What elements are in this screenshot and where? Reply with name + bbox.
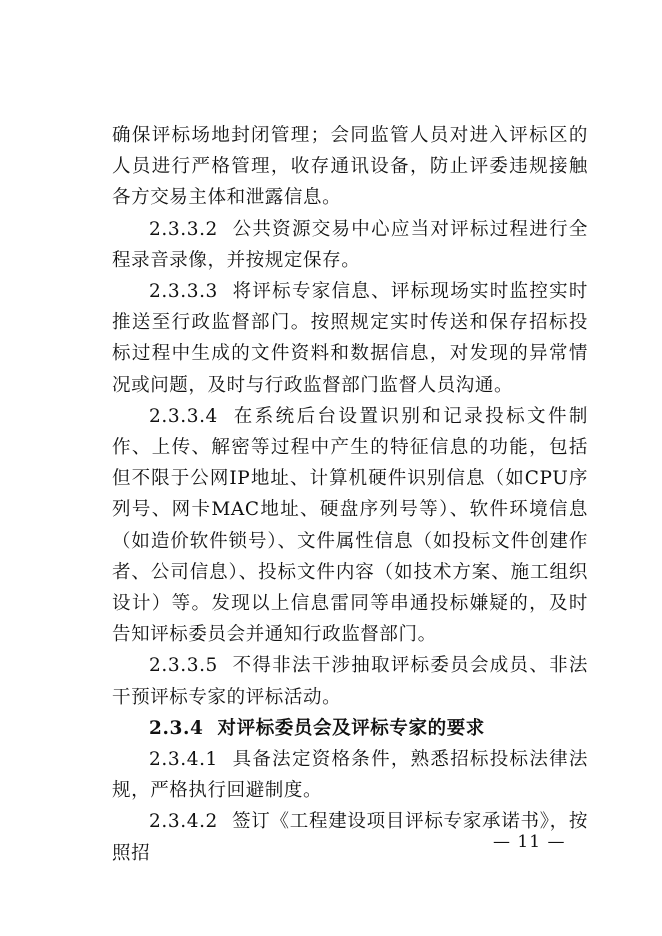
clause-text: 签订《工程建设项目评标专家承诺书》，按照招 xyxy=(112,811,588,864)
clause-number: 2.3.3.2 xyxy=(149,218,218,240)
paragraph-2-3-3-5 xyxy=(112,650,588,712)
body-text xyxy=(112,120,588,869)
paragraph-2-3-4-1 xyxy=(112,744,588,806)
paragraph-2-3-3-4 xyxy=(112,401,588,651)
clause-number: 2.3.4.1 xyxy=(149,749,218,771)
section-heading-2-3-4 xyxy=(112,713,588,744)
page-number: — 11 — xyxy=(493,832,566,852)
section-number: 2.3.4 xyxy=(149,717,204,739)
paragraph-2-3-3-2 xyxy=(112,214,588,276)
paragraph-2-3-3-3 xyxy=(112,276,588,401)
clause-number: 2.3.3.3 xyxy=(149,281,218,303)
clause-number: 2.3.4.2 xyxy=(149,811,218,833)
clause-text: 公共资源交易中心应当对评标过程进行全程录音录像，并按规定保存。 xyxy=(112,218,588,271)
paragraph-continuation: 确保评标场地封闭管理；会同监管人员对进入评标区的人员进行严格管理，收存通讯设备，防止评委违规接触各方交易主体和泄露信息。 xyxy=(112,125,588,209)
clause-number: 2.3.3.4 xyxy=(149,405,218,427)
clause-text: 具备法定资格条件，熟悉招标投标法律法规，严格执行回避制度。 xyxy=(112,749,588,802)
clause-text: 不得非法干涉抽取评标委员会成员、非法干预评标专家的评标活动。 xyxy=(112,655,588,708)
clause-text: 在系统后台设置识别和记录投标文件制作、上传、解密等过程中产生的特征信息的功能，包括但不限于公网IP地址、计算机硬件识别信息（如CPU序列号、网卡MAC地址、硬盘序列号等）、软件环境信息（如造价软件锁号）、文件属性信息（如投标文件创建作者、公司信息）、投标文件内容（如技术方案、施工组织设计）等。发现以上信息雷同等串通投标嫌疑的，及时告知评标委员会并通知行政监督部门。 xyxy=(112,405,588,646)
clause-number: 2.3.3.5 xyxy=(149,655,218,677)
section-title: 对评标委员会及评标专家的要求 xyxy=(217,717,485,739)
clause-text: 将评标专家信息、评标现场实时监控实时推送至行政监督部门。按照规定实时传送和保存招标投标过程中生成的文件资料和数据信息，对发现的异常情况或问题，及时与行政监督部门监督人员沟通。 xyxy=(112,281,588,396)
